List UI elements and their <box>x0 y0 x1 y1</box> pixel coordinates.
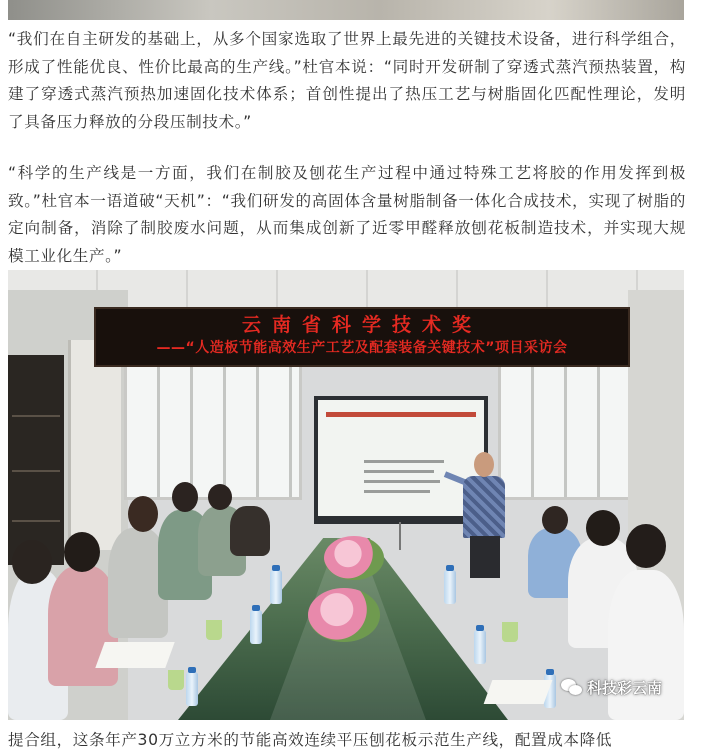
wechat-icon <box>561 679 583 697</box>
document-sheet <box>95 642 174 668</box>
photographer <box>230 506 270 556</box>
banner-title: 云南省科学技术奖 <box>241 314 482 336</box>
presenter-head <box>474 452 494 477</box>
article-paragraph: “我们在自主研发的基础上，从多个国家选取了世界上最先进的关键技术设备，进行科学组合，形成了性能优良、性价比最高的生产线。”杜官本说：“同时开发研制了穿透式蒸汽预热装置，构建了穿透式蒸汽预热加速固化技术体系；首创性提出了热压工艺与树脂固化匹配性理论，发明了具备压力释放的分段压制技术。” <box>8 30 686 131</box>
flower-arrangement <box>308 588 380 642</box>
water-bottle <box>474 630 486 664</box>
display-cabinet <box>8 355 64 565</box>
attendee-head <box>128 496 158 532</box>
tea-cup <box>206 620 222 640</box>
banner-subtitle: ——“人造板节能高效生产工艺及配套装备关键技术”项目采访会 <box>156 340 568 356</box>
water-bottle <box>270 570 282 604</box>
tea-cup <box>168 670 184 690</box>
water-bottle <box>444 570 456 604</box>
doorway <box>68 340 121 550</box>
presenter <box>463 476 505 538</box>
attendee-head <box>12 540 52 584</box>
article-paragraph: “科学的生产线是一方面，我们在制胶及刨花生产过程中通过特殊工艺将胶的作用发挥到极致。”杜官本一语道破“天机”：“我们研发的高固体含量树脂制备一体化合成技术，实现了树脂的定向制备，消除了制胶废水问题，从而集成创新了近零甲醛释放刨花板制造技术，并实现大规模工业化生产。” <box>8 164 686 265</box>
top-photo-strip <box>8 0 684 20</box>
document-sheet <box>484 680 553 704</box>
attendee-head <box>626 524 666 568</box>
watermark-text: 科技彩云南 <box>586 679 662 697</box>
attendee-head <box>542 506 568 534</box>
projection-screen <box>314 396 488 524</box>
window <box>124 364 302 500</box>
attendee-head <box>64 532 100 572</box>
water-bottle <box>186 672 198 706</box>
article-paragraph-cutoff <box>8 731 688 749</box>
interview-meeting-photo <box>8 270 684 720</box>
tea-cup <box>502 622 518 642</box>
attendee-head <box>172 482 198 512</box>
attendee-head <box>208 484 232 510</box>
presentation-slide <box>318 400 484 516</box>
flower-arrangement <box>324 536 384 580</box>
event-banner <box>94 307 630 367</box>
window <box>498 364 644 500</box>
attendee-head <box>586 510 620 546</box>
article-paragraph: 提合组，这条年产30万立方米的节能高效连续平压刨花板示范生产线，配置成本降低 <box>8 731 613 749</box>
screen-stand <box>399 522 401 550</box>
wechat-watermark <box>561 677 662 698</box>
water-bottle <box>250 610 262 644</box>
presenter-legs <box>470 536 500 578</box>
